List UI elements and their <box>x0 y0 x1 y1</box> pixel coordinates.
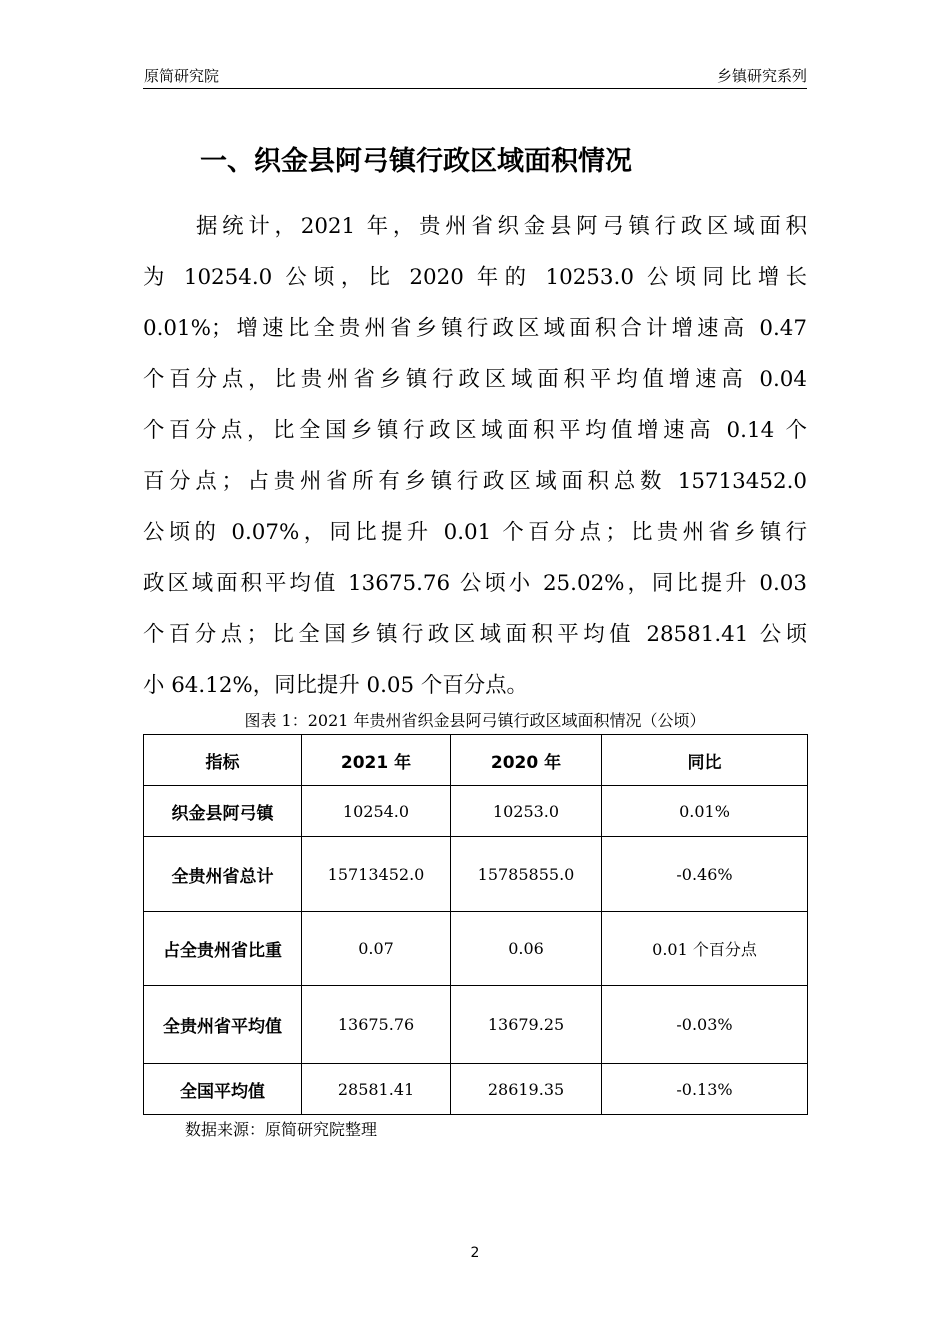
cell-2020: 13679.25 <box>451 986 602 1064</box>
cell-2020: 15785855.0 <box>451 837 602 912</box>
table-row <box>144 1064 808 1115</box>
paragraph-line: 为 10254.0 公顷，比 2020 年的 10253.0 公顷同比增长 <box>143 265 807 290</box>
cell-yoy: -0.46% <box>602 837 808 912</box>
table-caption: 图表 1：2021 年贵州省织金县阿弓镇行政区域面积情况（公顷） <box>244 711 706 730</box>
cell-yoy: -0.03% <box>602 986 808 1064</box>
area-table <box>143 734 808 1115</box>
table-row <box>144 986 808 1064</box>
cell-2021: 0.07 <box>302 912 451 986</box>
column-header: 2021 年 <box>302 735 451 786</box>
section-title: 一、织金县阿弓镇行政区域面积情况 <box>200 146 632 177</box>
column-header: 同比 <box>602 735 808 786</box>
paragraph-line: 公顷的 0.07%，同比提升 0.01 个百分点；比贵州省乡镇行 <box>143 520 807 545</box>
header-right-series: 乡镇研究系列 <box>716 67 807 85</box>
cell-2021: 13675.76 <box>302 986 451 1064</box>
row-label: 全贵州省总计 <box>144 837 302 912</box>
row-label: 全贵州省平均值 <box>144 986 302 1064</box>
paragraph-line: 百分点；占贵州省所有乡镇行政区域面积总数 15713452.0 <box>143 469 807 494</box>
paragraph-line: 个百分点；比全国乡镇行政区域面积平均值 28581.41 公顷 <box>143 622 807 647</box>
cell-yoy: 0.01 个百分点 <box>602 912 808 986</box>
cell-yoy: -0.13% <box>602 1064 808 1115</box>
paragraph-line: 个百分点，比贵州省乡镇行政区域面积平均值增速高 0.04 <box>143 367 807 392</box>
row-label: 织金县阿弓镇 <box>144 786 302 837</box>
paragraph-line: 0.01%；增速比全贵州省乡镇行政区域面积合计增速高 0.47 <box>143 316 807 341</box>
cell-2021: 10254.0 <box>302 786 451 837</box>
paragraph-line: 政区域面积平均值 13675.76 公顷小 25.02%，同比提升 0.03 <box>143 571 807 596</box>
paragraph-line: 小 64.12%，同比提升 0.05 个百分点。 <box>143 673 528 698</box>
cell-2020: 28619.35 <box>451 1064 602 1115</box>
cell-2021: 15713452.0 <box>302 837 451 912</box>
table-row <box>144 837 808 912</box>
data-source-note: 数据来源：原简研究院整理 <box>185 1120 378 1139</box>
row-label: 全国平均值 <box>144 1064 302 1115</box>
body-paragraph <box>143 201 807 711</box>
paragraph-line: 个百分点，比全国乡镇行政区域面积平均值增速高 0.14 个 <box>143 418 807 443</box>
table-row <box>144 786 808 837</box>
row-label: 占全贵州省比重 <box>144 912 302 986</box>
paragraph-line: 据统计，2021 年，贵州省织金县阿弓镇行政区域面积 <box>196 214 807 239</box>
cell-yoy: 0.01% <box>602 786 808 837</box>
cell-2020: 10253.0 <box>451 786 602 837</box>
table-row <box>144 912 808 986</box>
column-header: 指标 <box>144 735 302 786</box>
page-number: 2 <box>470 1245 480 1261</box>
cell-2020: 0.06 <box>451 912 602 986</box>
cell-2021: 28581.41 <box>302 1064 451 1115</box>
header-left-org: 原简研究院 <box>144 67 220 85</box>
table-header-row <box>144 735 808 786</box>
column-header: 2020 年 <box>451 735 602 786</box>
header-divider <box>143 88 807 89</box>
